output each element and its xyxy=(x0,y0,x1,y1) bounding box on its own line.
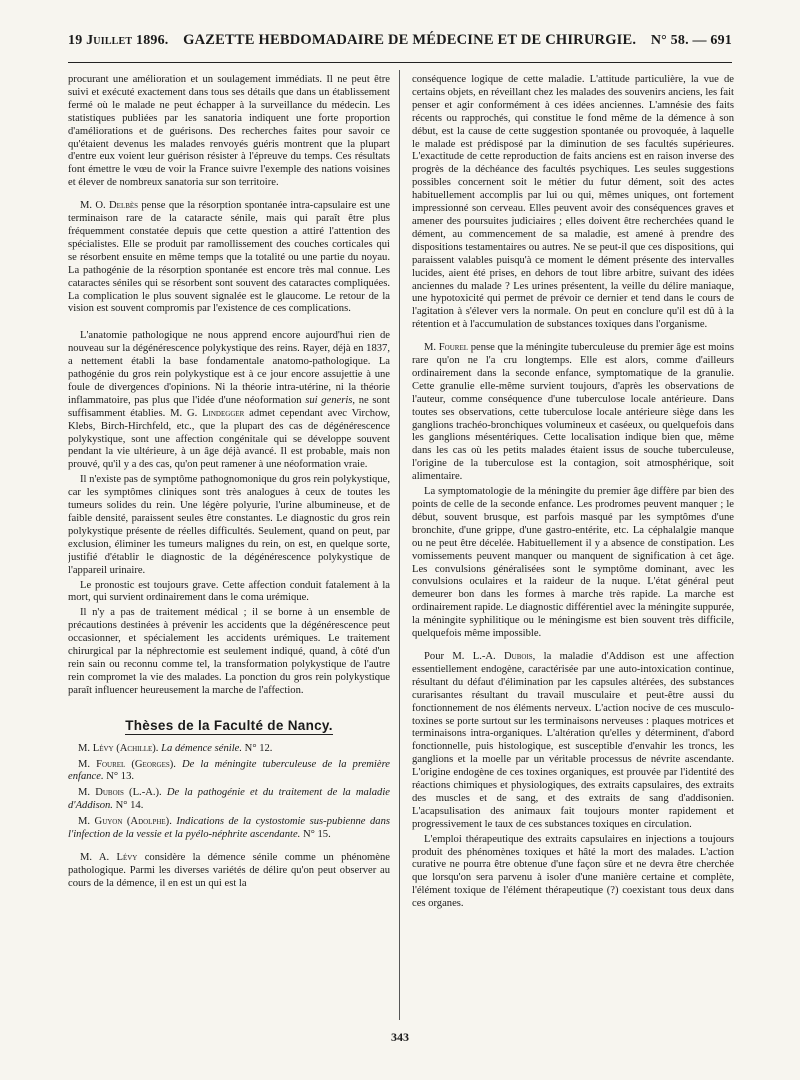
thesis-author: M. Dubois (L.-A.). xyxy=(78,787,162,799)
thesis-entry xyxy=(68,787,390,813)
thesis-title: De la pathogénie et du traitement de la maladie d'Addison. xyxy=(68,787,390,812)
paragraph xyxy=(68,330,390,472)
author-name: M. Fourel xyxy=(424,342,469,354)
paragraph-text: pense que la résorption spontanée intra-capsulaire est une terminaison rare de la cataracte sénile, mais qui paraît être plus fréquemment constatée depuis que cette question a attiré l'attention des spécialistes. Elle se produit par ramollissement des couches corticales qui se résorbent ensuite en même temps que la totalité ou une partie du noyau. La pathogénie de la résorption spontanée est encore très mal connue. Les cataractes séniles qui se résorbent sont souvent des cataractes compliquées. La complication le plus souvent signalée est le glaucome. Le retour de la vision est souvent compromis par l'existence de ces complications. xyxy=(68,200,390,315)
paragraph xyxy=(412,651,734,832)
paragraph: procurant une amélioration et un soulagement immédiats. Il ne peut être suivi et exécuté exactement dans tous ses détails que dans un établissement fermé où le malade ne peut échapper à la surveillance du médecin. Les statistiques publiées par les sanatoria indiquent une forte proportion d'améliorations et de guérisons. Des recherches faites pour savoir ce qu'étaient devenus les malades renvoyés guéris montrent que la plupart d'entre eux voient leur guérison résister à l'épreuve du temps. Ces résultats font émettre le vœu de voir la France suivre l'exemple des nations voisines et élever de nombreux sanatoria sur son territoire. xyxy=(68,74,390,189)
header-date: 19 Juillet 1896. xyxy=(68,33,169,48)
paragraph-text: L'anatomie pathologique ne nous apprend encore aujourd'hui rien de nouveau sur la dégénérescence polykystique des reins. Rayer, déjà en 1837, a nettement établi la base fondamentale anatomo-pathologique. La pathogénie du gros rein polykystique est à ce jour encore assujettie à une foule de divergences d'opinions. Ni la théorie intra-utérine, ni la théorie inflammatoire, pas plus que l'idée d'une néoformation xyxy=(68,330,390,406)
paragraph: L'emploi thérapeutique des extraits capsulaires en injections a toujours produit des phénomènes toxiques et hâté la mort des malades. L'action curative ne pourra être obtenue d'une façon sûre et ne devra être cherchée que lorsqu'on sera parvenu à isoler d'une manière certaine et complète, l'élément toxique de l'élément thérapeutique (?) coexistant tous deux dans ces organes. xyxy=(412,833,734,910)
thesis-number: N° 12. xyxy=(242,742,273,754)
author-name: M. L.-A. Dubois xyxy=(452,650,533,662)
thesis-title: La démence sénile. xyxy=(161,742,243,754)
thesis-title: Indications de la cystostomie sus-pubienne dans l'infection de la vessie et la pyélo-néphrite ascendante. xyxy=(68,816,390,841)
paragraph-text: considère la démence sénile comme un phénomène pathologique. Parmi les diverses variétés de délire qu'on peut observer au cours de la démence, il en est un qui est la xyxy=(68,851,390,889)
thesis-number: N° 15. xyxy=(300,829,331,841)
author-name: Lindegger xyxy=(202,407,245,419)
journal-title: GAZETTE HEBDOMADAIRE DE MÉDECINE ET DE CHIRURGIE. xyxy=(183,32,637,48)
paragraph: Le pronostic est toujours grave. Cette affection conduit fatalement à la mort, qui survient ordinairement dans le coma urémique. xyxy=(68,579,390,604)
paragraph-text: Pour xyxy=(424,650,453,662)
thesis-author: M. Guyon (Adolphe). xyxy=(78,816,172,828)
section-heading xyxy=(68,717,390,733)
paragraph: Il n'y a pas de traitement médical ; il se borne à un ensemble de précautions destinées à prévenir les accidents que la dégénérescence peut occasionner, et spécialement les accidents urémiques. Le traitement chirurgical par la néphrectomie est seulement indiqué, quand, à côté d'un rein sain ou reconnu comme tel, la transformation polykystique de l'autre rein compromet la vie des malades. La ponction du gros rein polykystique paraît influencer heureusement la marche de l'affection. xyxy=(68,607,390,696)
author-name: M. O. Delbès xyxy=(80,200,139,212)
thesis-entry xyxy=(68,743,390,756)
thesis-author: M. Lévy (Achille). xyxy=(78,742,159,754)
paragraph-text: , ne sont suffisamment établies. M. G. xyxy=(68,394,390,419)
paragraph: La symptomatologie de la méningite du premier âge diffère par bien des points de celle de la seconde enfance. Les prodromes peuvent manquer ; le début, souvent brusque, est parfois masqué par les symptômes d'une bronchite, d'une grippe, d'une gastro-entérite, etc. La céphalalgie manque ou ne peut être décelée. Habituellement il y a absence de constipation. Les vomissements peuvent manquer ou manquent de signification à cet âge. Les convulsions généralisées sont le symptôme dominant, avec les convulsions oculaires et la raideur de la nuque. L'état général peut demeurer bon dans les formes à marche très rapide. La marche est ordinairement rapide. Le diagnostic différentiel avec la méningite suppurée, la méningite syphilitique ou le méningisme est bien souvent très difficile, quelquefois même impossible. xyxy=(412,486,734,640)
paragraph-text: pense que la méningite tuberculeuse du premier âge est moins rare qu'on ne l'a cru longtemps. Elle est alors, comme d'ailleurs ordinairement dans la seconde enfance, symptomatique de la granulie. Cette granulie elle-même survient toujours, d'après les observations de l'auteur, comme conséquence d'une tuberculose locale antérieure. Dans toutes ses observations, cette tuberculose locale antérieure siège dans les ganglions trachéo-bronchiques volumineux et caséeux, ou quelquefois dans les ganglions mésentériques. Cette localisation indique bien que, même dans les cas où les petits malades étaient issus de souche tuberculeuse, l'origine de la tuberculose est la contagion, soit atmosphérique, soit alimentaire. xyxy=(412,342,734,483)
paragraph-text: , la maladie d'Addison est une affection essentiellement endogène, caractérisée par une auto-intoxication continue, résultant du défaut d'élimination par les capsules altérées, des substances curarisantes résultant du travail musculaire et peut-être aussi du fonctionnement de nos éléments nerveux. L'action nocive de ces musculo-toxines se porte surtout sur les terminaisons nerveuses : plaques motrices et terminaisons intra-organiques. L'altération qu'elles y déterminent, d'abord fonctionnelle, puis histologique, est susceptible d'envahir les troncs, les ganglions et la moelle par un véritable processus de névrite ascendante. L'origine endogène de ces toxines organiques, est prouvée par l'identité des réactions chimiques et physiologiques, des extraits capsulaires, des extraits des muscles et de sang, et des extraits de sang d'addisonien. L'acapsulisation des animaux fait toujours monter rapidement et progressivement le taux de ces substances toxiques en circulation. xyxy=(412,650,734,830)
paragraph xyxy=(412,342,734,484)
page-number: 343 xyxy=(391,1030,409,1044)
thesis-entry xyxy=(68,759,390,785)
paragraph: conséquence logique de cette maladie. L'attitude particulière, la vue de certains objets, en réveillant chez les malades des souvenirs anciens, les fait penser et agir conformément à ces idées anciennes. L'amnésie des faits récents ou rapprochés, qui constitue le fond même de la démence à son début, est la cause de cette suggestion spontanée ou provoquée, à laquelle le malade est prédisposé par la diminution de ses facultés supérieures. L'exactitude de cette reproduction de faits anciens est en raison inverse des progrès de la déchéance des facultés psychiques. Les seules suggestions possibles concernent soit le métier du futur dément, soit des actes habituellement accomplis par lui ou qui, mêmes uniques, ont fortement impressionné son cerveau. Elles peuvent avoir des conséquences graves et amener des poursuites judiciaires ; elles doivent être recherchées quand le dément, au commencement de sa maladie, est amené à prendre des dispositions testamentaires ou autres. Ne se peut-il que ces dispositions, qui paraissent valables puisqu'à ce moment le dément présente des intervalles lucides, aient été prises, en dehors de tout libre arbitre, suivant des idées anciennes du malade ? Les urines présentent, la veille du délire maniaque, une hypotoxicité qui permet de prévoir ce dernier et tend dans le cours de l'agitation à s'élever vers la normale. On peut en conclure qu'il est dû à la rétention et à l'accumulation de substances toxiques dans l'organisme. xyxy=(412,74,734,331)
paragraph xyxy=(68,200,390,316)
emphasis: sui generis xyxy=(305,394,353,406)
thesis-entry xyxy=(68,816,390,842)
header-rule xyxy=(68,62,732,63)
thesis-number: N° 14. xyxy=(112,800,144,812)
left-column xyxy=(68,74,390,1026)
thesis-number: N° 13. xyxy=(103,771,135,783)
author-name: M. A. Lévy xyxy=(80,851,138,863)
thesis-author: M. Fourel (Georges). xyxy=(78,758,176,770)
running-header xyxy=(68,32,732,62)
paragraph: Il n'existe pas de symptôme pathognomonique du gros rein polykystique, car les symptômes cliniques sont très analogues à ceux de toutes les tumeurs solides du rein. Une légère polyurie, l'urine albumineuse, et de faible densité, paraissent seules être constantes. Le diagnostic du gros rein polykystique présente de réelles difficultés. Seulement, quand on peut, par exclusion, éliminer les tumeurs malignes du rein, on est, en quelque sorte, justifié d'établir le diagnostic de la dégénérescence polykystique de l'appareil urinaire. xyxy=(68,474,390,576)
section-title: Thèses de la Faculté de Nancy. xyxy=(125,717,333,733)
right-column xyxy=(412,74,734,1026)
issue-page-number: N° 58. — 691 xyxy=(650,33,732,48)
paragraph-text: admet cependant avec Virchow, Klebs, Birch-Hirchfeld, etc., que la plupart des cas de dégénérescence polykystique, sont une affection congénitale qui se développe souvent pendant la vie ultérieure, à un âge déjà avancé. Il est probable, mais non prouvé, qu'il y a des cas, qu'on peut ramener à une néoformation vraie. xyxy=(68,407,390,471)
thesis-title: De la méningite tuberculeuse de la première enfance. xyxy=(68,758,390,783)
paragraph xyxy=(68,852,390,891)
column-divider xyxy=(399,70,400,1020)
